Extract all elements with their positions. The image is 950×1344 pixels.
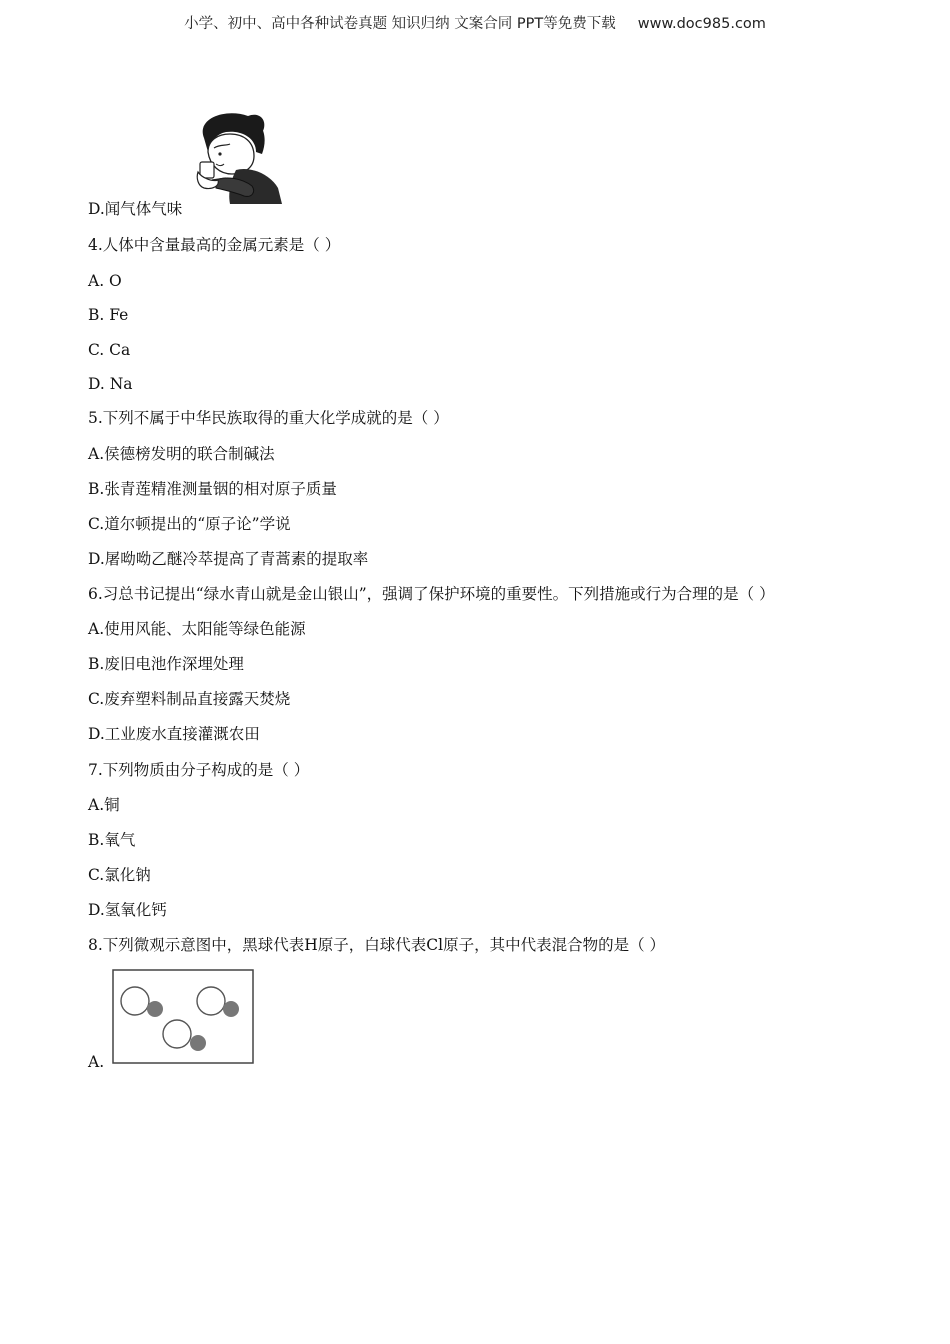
q8-option-a: A. bbox=[88, 1053, 105, 1071]
q5-option-d: D.屠呦呦乙醚冷萃提高了青蒿素的提取率 bbox=[88, 550, 369, 568]
q5-option-c: C.道尔顿提出的“原子论”学说 bbox=[88, 515, 291, 533]
q7-stem: 7.下列物质由分子构成的是（ ） bbox=[88, 761, 310, 779]
q5-stem: 5.下列不属于中华民族取得的重大化学成就的是（ ） bbox=[88, 409, 449, 427]
q4-stem: 4.人体中含量最高的金属元素是（ ） bbox=[88, 236, 341, 254]
q4-option-b: B. Fe bbox=[88, 306, 129, 324]
q7-option-a: A.铜 bbox=[88, 796, 120, 814]
q7-option-c: C.氯化钠 bbox=[88, 866, 151, 884]
q4-option-a: A. O bbox=[88, 272, 122, 290]
header-text: 小学、初中、高中各种试卷真题 知识归纳 文案合同 PPT等免费下载 bbox=[184, 16, 616, 32]
q6-option-b: B.废旧电池作深埋处理 bbox=[88, 655, 244, 673]
q5-option-a: A.侯德榜发明的联合制碱法 bbox=[88, 445, 275, 463]
page-header bbox=[0, 12, 950, 33]
q6-option-d: D.工业废水直接灌溉农田 bbox=[88, 725, 260, 743]
q7-option-b: B.氧气 bbox=[88, 831, 136, 849]
q5-option-b: B.张青莲精准测量铟的相对原子质量 bbox=[88, 480, 337, 498]
header-site-link[interactable]: www.doc985.com bbox=[637, 16, 766, 32]
q6-stem: 6.习总书记提出“绿水青山就是金山银山”，强调了保护环境的重要性。下列措施或行为合理的是（ ） bbox=[88, 585, 775, 603]
q4-option-d: D. Na bbox=[88, 375, 133, 393]
smelling-gas-figure bbox=[186, 108, 286, 206]
q8-stem: 8.下列微观示意图中，黑球代表H原子，白球代表Cl原子，其中代表混合物的是（ ） bbox=[88, 936, 666, 954]
q6-option-c: C.废弃塑料制品直接露天焚烧 bbox=[88, 690, 291, 708]
q3-option-d: D.闻气体气味 bbox=[88, 200, 183, 218]
q4-option-c: C. Ca bbox=[88, 341, 131, 359]
molecule-diagram-a bbox=[112, 968, 256, 1066]
q6-option-a: A.使用风能、太阳能等绿色能源 bbox=[88, 620, 306, 638]
q7-option-d: D.氢氧化钙 bbox=[88, 901, 167, 919]
